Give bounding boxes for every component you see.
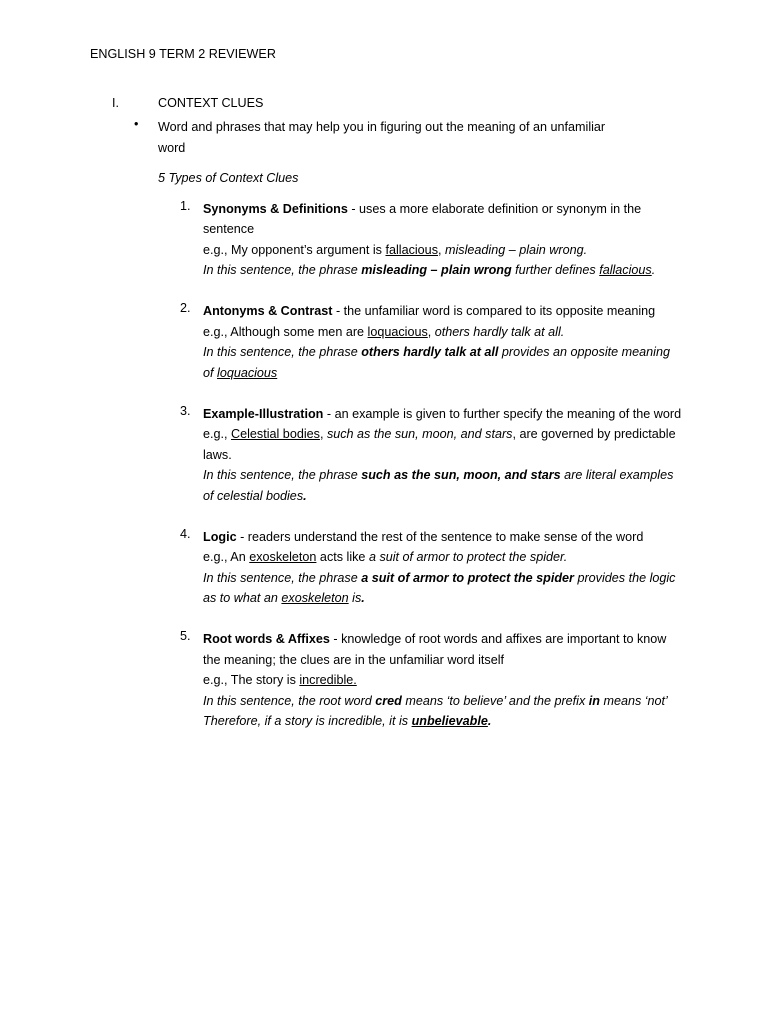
explanation-end: . [487,714,492,728]
type-description: - knowledge of root words and affixes are important to know the meaning; the clues are in the unfamiliar word itself [203,632,667,667]
example-keyword: incredible. [299,673,357,687]
item-number: 3. [180,403,191,418]
explanation-text-2: further defines [511,263,600,277]
explanation-end: . [361,591,365,605]
type-term: Example-Illustration [203,406,324,421]
section-number: I. [112,96,119,110]
explanation-text: In this sentence, the phrase [203,468,362,482]
explanation-end: . [651,263,656,277]
list-item [180,527,692,609]
definition-bullet [130,117,692,158]
example-text: e.g., Although some men are [203,324,368,339]
item-number: 4. [180,526,191,541]
explanation-text: In this sentence, the phrase [203,263,362,277]
explanation-end: . [303,488,307,503]
type-description: - uses a more elaborate definition or synonym in the sentence [203,201,642,236]
explanation-text-2: are literal examples of celestial bodies [203,468,674,503]
example-keyword: fallacious [385,242,438,257]
type-term: Logic [203,529,237,544]
explanation-clue: such as the sun, moon, and stars [361,468,561,482]
item-number: 1. [180,198,191,213]
example-text: e.g., My opponent’s argument is [203,242,386,257]
type-description: - an example is given to further specify the meaning of the word [323,406,682,421]
section-heading [112,93,692,113]
item-number: 5. [180,629,191,643]
example-clue: misleading – plain wrong. [445,242,588,257]
explanation-keyword: loquacious [217,365,278,380]
example-separator: , [438,242,445,257]
explanation-text-2: provides an opposite meaning of [203,345,670,380]
example-end: , are governed by predictable laws. [203,427,676,462]
example-keyword: exoskeleton [249,550,317,564]
list-item [180,629,692,732]
page-title: ENGLISH 9 TERM 2 REVIEWER [90,47,276,61]
type-term: Antonyms & Contrast [203,304,333,318]
explanation-text: In this sentence, the phrase [203,345,362,359]
example-separator: , [427,324,435,339]
example-clue: such as the sun, moon, and stars [326,427,513,441]
example-text: e.g., The story is [203,673,300,687]
explanation-text: In this sentence, the root word [203,693,376,708]
explanation-clue: cred [375,693,402,708]
example-separator: , [319,427,327,441]
explanation-text-2: provides the logic as to what an [203,570,676,605]
type-description: - the unfamiliar word is compared to its opposite meaning [332,304,656,318]
type-description: - readers understand the rest of the sentence to make sense of the word [236,529,644,544]
example-keyword: Celestial bodies [231,427,320,441]
example-text-2: acts like [316,550,369,564]
example-text: e.g., An [203,550,250,564]
explanation-text-3: means ‘not’ Therefore, if a story is incredible, it is [203,693,668,728]
explanation-text-3: is [348,591,362,605]
explanation-clue: a suit of armor to protect the spider [361,570,574,585]
type-term: Root words & Affixes [203,632,330,646]
example-clue: a suit of armor to protect the spider. [368,550,568,564]
explanation-clue: misleading – plain wrong [361,263,512,277]
example-text: e.g., [203,427,232,441]
example-clue: others hardly talk at all. [434,324,565,339]
explanation-keyword: unbelievable [411,714,488,728]
section-context-clues [112,93,692,752]
example-keyword: loquacious [367,324,428,339]
list-item [180,404,692,507]
item-number: 2. [180,301,191,315]
list-item [180,199,692,281]
type-term: Synonyms & Definitions [203,201,348,216]
explanation-text: In this sentence, the phrase [203,570,362,585]
explanation-clue: others hardly talk at all [361,345,499,359]
explanation-keyword: fallacious [599,263,652,277]
explanation-clue-2: in [588,693,600,708]
types-list [180,199,692,732]
definition-text: Word and phrases that may help you in figuring out the meaning of an unfamiliar word [158,120,606,155]
list-item [180,301,692,383]
bullet-icon: • [134,117,139,131]
explanation-keyword: exoskeleton [281,591,349,605]
section-title: CONTEXT CLUES [158,96,264,110]
explanation-text-2: means ‘to believe’ and the prefix [401,693,589,708]
types-subtitle: 5 Types of Context Clues [158,171,299,185]
